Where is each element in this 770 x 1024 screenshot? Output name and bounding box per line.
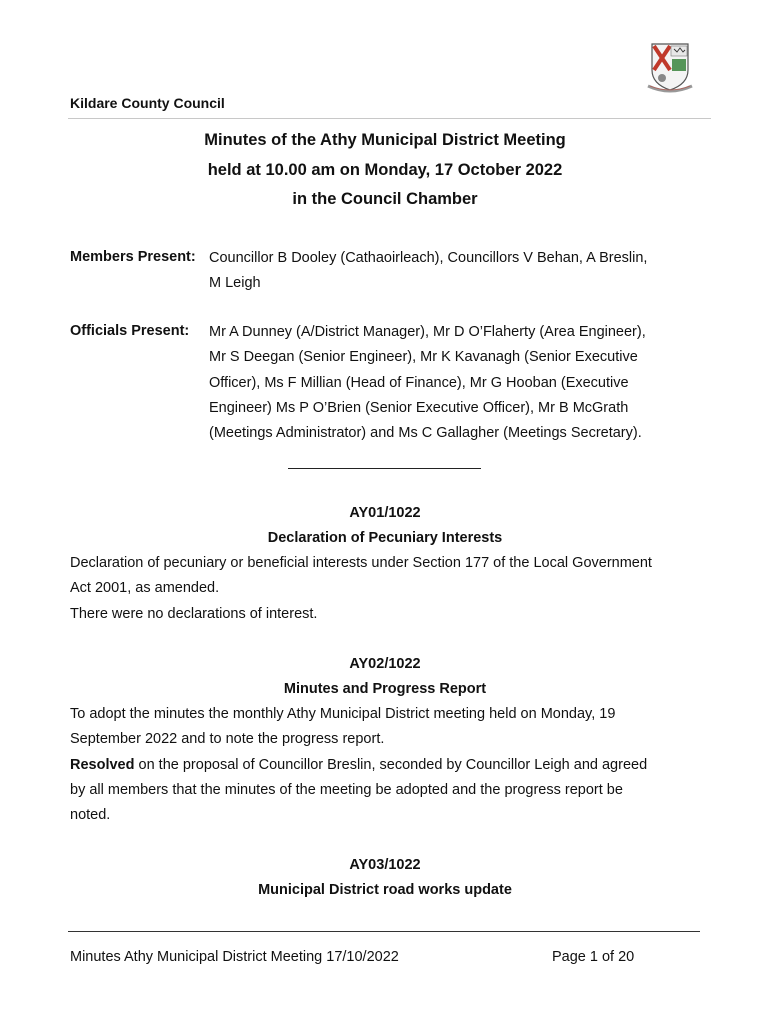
footer-rule (68, 931, 700, 932)
members-present-text (209, 246, 699, 297)
officials-present-label: Officials Present: (70, 323, 190, 339)
body-line: by all members that the minutes of the meeting be adopted and the progress report be (70, 781, 623, 798)
body-line: September 2022 and to note the progress report. (70, 731, 385, 748)
footer-title: Minutes Athy Municipal District Meeting 17/10/2022 (70, 949, 399, 965)
body-line: Declaration of pecuniary or beneficial interests under Section 177 of the Local Government (70, 555, 652, 571)
officials-line: Mr S Deegan (Senior Engineer), Mr K Kavanagh (Senior Executive (209, 349, 638, 366)
resolved-text: on the proposal of Councillor Breslin, seconded by Councillor Leigh and agreed (134, 756, 648, 773)
officials-line: Engineer) Ms P O’Brien (Senior Executive Officer), Mr B McGrath (209, 399, 629, 416)
officials-line: Officer), Ms F Millian (Head of Finance), Mr G Hooban (Executive (209, 374, 629, 391)
body-line: There were no declarations of interest. (70, 605, 318, 622)
item-body (70, 702, 700, 828)
officials-line: Mr A Dunney (A/District Manager), Mr D O’Flaherty (Area Engineer), (209, 324, 646, 340)
item-ref: AY01/1022 (349, 505, 421, 521)
item-heading: Municipal District road works update (258, 882, 512, 898)
body-line: To adopt the minutes the monthly Athy Municipal District meeting held on Monday, 19 (70, 706, 616, 722)
header-rule (68, 118, 711, 119)
item-ref: AY02/1022 (349, 656, 421, 672)
title-line-2: held at 10.00 am on Monday, 17 October 2022 (207, 161, 563, 179)
members-line: M Leigh (209, 275, 261, 292)
item-heading: Minutes and Progress Report (283, 681, 487, 697)
item-body (70, 551, 700, 627)
council-crest-logo (640, 40, 700, 98)
organization-name: Kildare County Council (70, 95, 225, 111)
officials-present-text (209, 320, 699, 446)
members-present-label: Members Present: (70, 249, 196, 265)
members-line: Councillor B Dooley (Cathaoirleach), Councillors V Behan, A Breslin, (209, 250, 648, 266)
officials-line: (Meetings Administrator) and Ms C Gallagher (Meetings Secretary). (209, 425, 642, 442)
item-ref: AY03/1022 (349, 857, 421, 873)
title-line-3: in the Council Chamber (292, 190, 478, 208)
body-line: Act 2001, as amended. (70, 580, 220, 597)
resolved-keyword: Resolved (70, 756, 135, 773)
body-line: noted. (70, 807, 111, 824)
page-number: Page 1 of 20 (552, 949, 635, 965)
item-heading: Declaration of Pecuniary Interests (267, 530, 503, 546)
section-separator (288, 468, 481, 469)
title-line-1: Minutes of the Athy Municipal District Meeting (204, 131, 566, 149)
resolved-line (70, 753, 700, 778)
